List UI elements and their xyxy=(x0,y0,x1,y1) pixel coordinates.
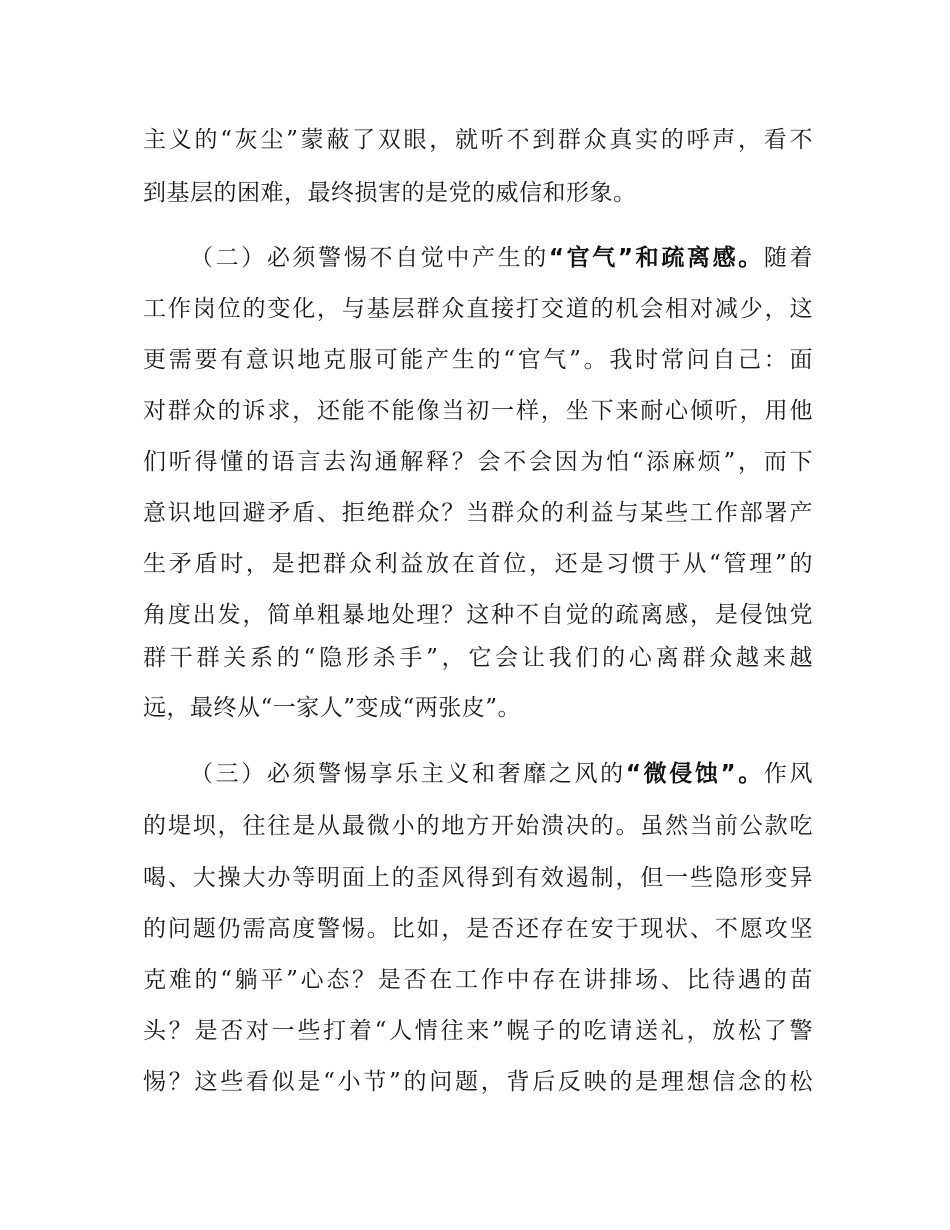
paragraph-3-line-7: 惕？这些看似是“小节”的问题，背后反映的是理想信念的松 xyxy=(143,1069,813,1095)
paragraph-2-line-4: 对群众的诉求，还能不能像当初一样，坐下来耐心倾听，用他 xyxy=(143,398,813,424)
paragraph-3-prefix: （三）必须警惕享乐主义和奢靡之风的 xyxy=(190,761,626,787)
paragraph-3-first-line-rest: 作风 xyxy=(763,761,814,787)
paragraph-2-line-6: 意识地回避矛盾、拒绝群众？当群众的利益与某些工作部署产 xyxy=(143,500,813,526)
paragraph-2-first-line-rest: 随着 xyxy=(763,245,814,271)
paragraph-2-line-9: 群干群关系的“隐形杀手”，它会让我们的心离群众越来越 xyxy=(143,645,813,671)
paragraph-2-line-1 xyxy=(190,238,813,278)
paragraph-2-line-7: 生矛盾时，是把群众利益放在首位，还是习惯于从“管理”的 xyxy=(143,551,813,577)
paragraph-2-prefix: （二）必须警惕不自觉中产生的 xyxy=(190,245,549,271)
paragraph-3-line-4: 的问题仍需高度警惕。比如，是否还存在安于现状、不愿攻坚 xyxy=(143,916,813,942)
paragraph-3-line-5: 克难的“躺平”心态？是否在工作中存在讲排场、比待遇的苗 xyxy=(143,967,813,993)
paragraph-2-line-2: 工作岗位的变化，与基层群众直接打交道的机会相对减少，这 xyxy=(143,296,813,322)
paragraph-1-line-1: 主义的“灰尘”蒙蔽了双眼，就听不到群众真实的呼声，看不 xyxy=(143,127,813,153)
paragraph-2-line-3: 更需要有意识地克服可能产生的“官气”。我时常问自己：面 xyxy=(143,347,813,373)
paragraph-3-line-1 xyxy=(190,754,813,794)
paragraph-2-line-8: 角度出发，简单粗暴地处理？这种不自觉的疏离感，是侵蚀党 xyxy=(143,602,813,628)
paragraph-3-line-6: 头？是否对一些打着“人情往来”幌子的吃请送礼，放松了警 xyxy=(143,1018,813,1044)
paragraph-3-heading: “微侵蚀”。 xyxy=(625,761,764,787)
paragraph-3-line-3: 喝、大操大办等明面上的歪风得到有效遏制，但一些隐形变异 xyxy=(143,865,813,891)
paragraph-3-line-2: 的堤坝，往往是从最微小的地方开始溃决的。虽然当前公款吃 xyxy=(143,813,813,839)
paragraph-2-line-5: 们听得懂的语言去沟通解释？会不会因为怕“添麻烦”，而下 xyxy=(143,449,813,475)
paragraph-2-heading: “官气”和疏离感。 xyxy=(548,245,764,271)
paragraph-1-line-2: 到基层的困难，最终损害的是党的威信和形象。 xyxy=(143,180,637,206)
paragraph-2-line-10: 远，最终从“一家人”变成“两张皮”。 xyxy=(143,695,522,721)
